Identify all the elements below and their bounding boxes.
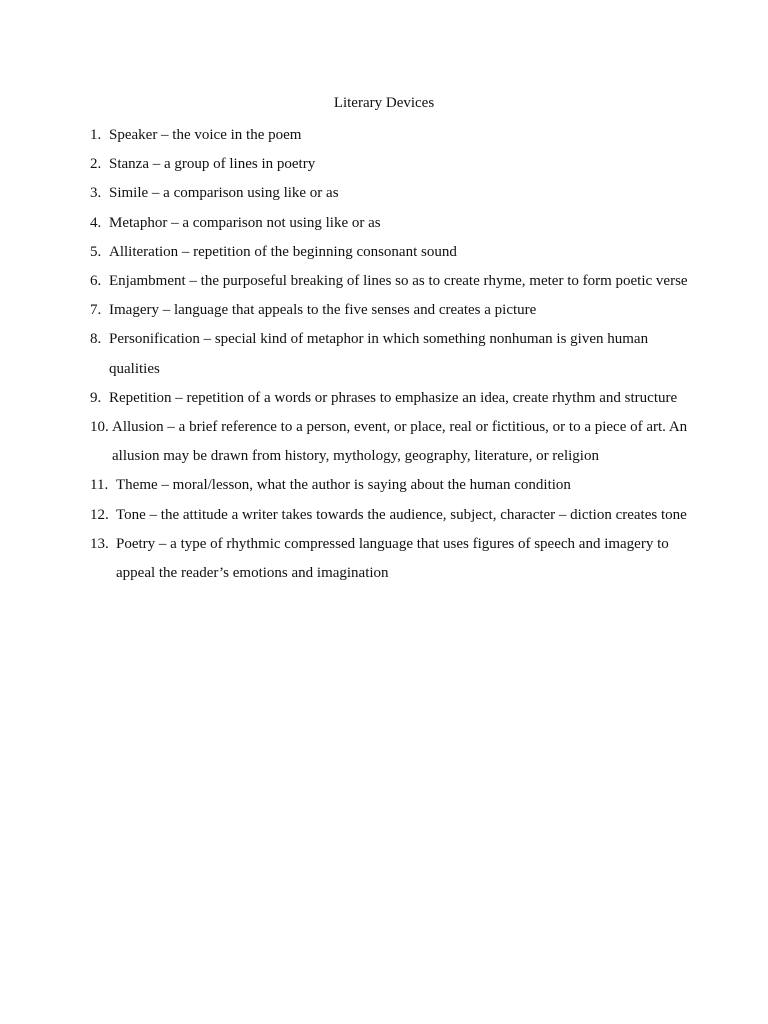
list-item-number: 5. (90, 243, 102, 260)
list-item-text: Tone – the attitude a writer takes towards the audience, subject, character – diction creates tone (116, 506, 687, 523)
list-item-metaphor (90, 209, 690, 238)
list-item-allusion (90, 413, 690, 471)
list-item-text: Imagery – language that appeals to the five senses and creates a picture (109, 302, 537, 319)
list-item-personification (90, 325, 690, 383)
list-item-text: Personification – special kind of metaphor in which something nonhuman is given human qualities (109, 331, 649, 377)
list-item-tone (90, 501, 690, 530)
literary-devices-list (90, 121, 690, 588)
list-item-alliteration (90, 238, 690, 267)
list-item-simile (90, 179, 690, 208)
list-item-text: Simile – a comparison using like or as (109, 185, 339, 202)
list-item-number: 4. (90, 214, 102, 231)
list-item-number: 10. (90, 419, 109, 436)
list-item-enjambment (90, 267, 690, 296)
list-item-text: Repetition – repetition of a words or phrases to emphasize an idea, create rhythm and structure (109, 389, 678, 406)
list-item-number: 1. (90, 127, 102, 143)
list-item-text: Allusion – a brief reference to a person, event, or place, real or fictitious, or to a piece of art. An allusion may be drawn from history, mythology, geography, literature, or religion (112, 419, 688, 465)
list-item-number: 8. (90, 331, 102, 348)
list-item-number: 9. (90, 389, 102, 406)
list-item-text: Speaker – the voice in the poem (109, 127, 302, 143)
list-item-theme (90, 471, 690, 500)
list-item-number: 11. (90, 477, 109, 494)
list-item-stanza (90, 150, 690, 179)
list-item-text: Stanza – a group of lines in poetry (109, 156, 316, 173)
list-item-text: Alliteration – repetition of the beginning consonant sound (109, 243, 457, 260)
list-item-number: 7. (90, 302, 102, 319)
page-title: Literary Devices (333, 95, 435, 111)
list-item-speaker (90, 121, 690, 150)
list-item-text: Poetry – a type of rhythmic compressed language that uses figures of speech and imagery to appeal the reader’s emotions and imagination (116, 535, 669, 582)
list-item-poetry (90, 530, 690, 588)
list-item-number: 12. (90, 506, 109, 523)
list-item-number: 3. (90, 185, 102, 202)
list-item-text: Enjambment – the purposeful breaking of lines so as to create rhyme, meter to form poetic verse (109, 273, 688, 290)
list-item-text: Metaphor – a comparison not using like or as (109, 214, 381, 231)
list-item-imagery (90, 296, 690, 325)
list-item-number: 2. (90, 156, 102, 173)
list-item-text: Theme – moral/lesson, what the author is saying about the human condition (116, 477, 571, 494)
list-item-number: 13. (90, 535, 109, 552)
list-item-repetition (90, 384, 690, 413)
list-item-number: 6. (90, 273, 102, 290)
